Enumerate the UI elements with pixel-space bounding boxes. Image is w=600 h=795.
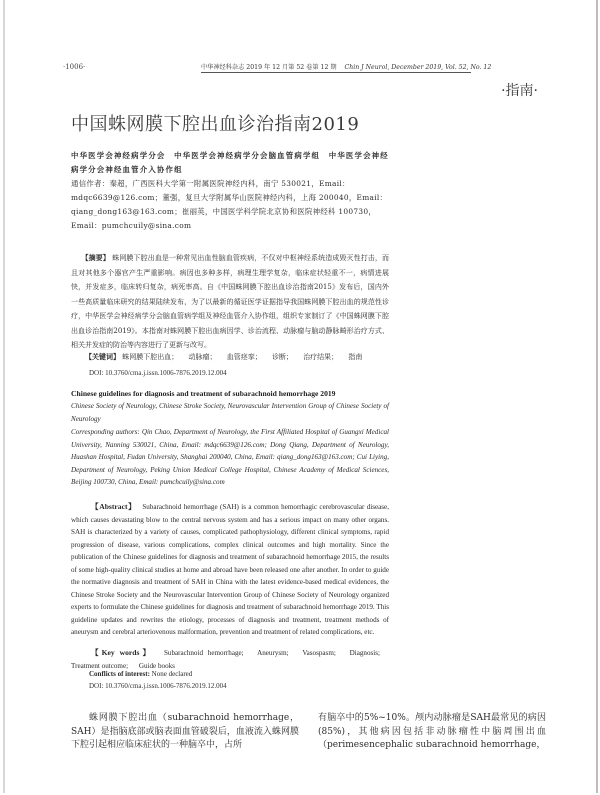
english-title: Chinese guidelines for diagnosis and treatment of subarachnoid hemorrhage 2019 xyxy=(71,389,336,398)
english-corresponding-authors: Corresponding authors: Qin Chao, Department of Neurology, the First Affiliated Hospital of Guangxi Medical University, Nanning 530021, China, Email: mdqc6639@126.com; Dong Qiang, Department of Neurology, Huashan Hospital, Fudan University, Shanghai 200040, China, Email: qiang_dong163@163.com; Cui Liying, Department of Neurology, Peking Union Medical College Hospital, Chinese Academy of Medical Sciences, Beijing 100730, China, Email: pumchcuily@sina.com xyxy=(71,428,389,486)
keyword: Subarachnoid hemorrhage; xyxy=(163,649,244,657)
abstract-cn xyxy=(71,251,389,353)
abstract-label-en: 【Abstract】 xyxy=(91,502,137,511)
conflicts-label: Conflicts of interest: xyxy=(89,670,150,678)
doi-en: DOI: 10.3760/cma.j.issn.1006-7876.2019.12.004 xyxy=(89,682,227,690)
keywords-label-cn: 【关键词】 xyxy=(85,352,120,361)
english-authors: Chinese Society of Neurology, Chinese Stroke Society, Neurovascular Intervention Group of Chinese Society of Neurology xyxy=(71,402,389,423)
authors-cn: 中华医学会神经病学分会 中华医学会神经病学分会脑血管病学组 中华医学会神经病学分会神经血管介入协作组 xyxy=(71,151,389,174)
section-label: ·指南· xyxy=(501,83,538,99)
keyword: 指南 xyxy=(348,353,363,361)
running-header xyxy=(201,62,492,73)
doi-cn: DOI: 10.3760/cma.j.issn.1006-7876.2019.12.004 xyxy=(89,369,227,377)
journal-name-en: Chin J Neurol, December 2019, Vol. 52, No. 12 xyxy=(344,64,492,71)
keyword: Aneurysm; xyxy=(257,649,289,657)
corresponding-authors-cn: 通信作者：秦超，广西医科大学第一附属医院神经内科，南宁 530021，Email：mdqc6639@126.com；董强，复旦大学附属华山医院神经内科，上海 200040，Email：qiang_dong163@163.com；崔丽英，中国医学科学院北京协和医院神经科 100730，Email：pumchcuily@sina.com xyxy=(71,179,388,230)
article-title: 中国蛛网膜下腔出血诊治指南2019 xyxy=(71,114,360,135)
english-keywords xyxy=(71,647,389,672)
journal-page xyxy=(3,0,598,793)
keyword: Vasospasm; xyxy=(302,649,336,657)
body-column-right: 有脑卒中的5%~10%。颅内动脉瘤是SAH最常见的病因(85%)，其他病因包括非动脉瘤性中脑周围出血（perimesencephalic subarachnoid hemorrhage， xyxy=(318,713,546,750)
keyword: Treatment outcome; xyxy=(71,661,129,670)
abstract-label-cn: 【摘要】 xyxy=(81,253,110,262)
abstract-text-cn: 蛛网膜下腔出血是一种常见出血性脑血管疾病，不仅对中枢神经系统造成毁灭性打击，而且对其他多个器官产生严重影响。病因也多种多样，病理生理学复杂，临床症状轻重不一，病情进展快，并发症多，临床转归复杂，病死率高。自《中国蛛网膜下腔出血诊治指南2015》发布后，国内外一些高质量临床研究的结果陆续发布，为了以最新的循证医学证据指导我国蛛网膜下腔出血的规范性诊疗，中华医学会神经病学分会脑血管病学组及神经血管介入协作组，组织专家制订了《中国蛛网膜下腔出血诊治指南2019》。本指南对蛛网膜下腔出血病因学、诊治流程、动脉瘤与脑动静脉畸形治疗方式、相关并发症的防治等内容进行了更新与改写。 xyxy=(71,254,390,349)
journal-name-cn: 中华神经科杂志 2019 年 12 月第 52 卷第 12 期 xyxy=(201,64,337,71)
page-number: ·1006· xyxy=(63,63,86,71)
keyword: 蛛网膜下腔出血； xyxy=(122,353,179,361)
conflicts-value: None declared xyxy=(151,670,193,678)
body-column-left: 蛛网膜下腔出血（subarachnoid hemorrhage，SAH）是指脑底部或脑表面血管破裂后，血液流入蛛网膜下腔引起相应临床症状的一种脑卒中，占所 xyxy=(71,713,299,750)
keyword: 诊断； xyxy=(271,353,293,361)
keywords-cn xyxy=(85,350,403,364)
english-abstract xyxy=(71,501,389,639)
keyword: Guide books xyxy=(138,661,175,670)
keyword: Diagnosis; xyxy=(349,649,380,657)
abstract-text-en: Subarachnoid hemorrhage (SAH) is a common hemorrhagic cerebrovascular disease, which causes devastating blow to the central nervous system and has a serious impact on many other organs. SAH is characterized by a variety of causes, complicated pathophysiology, different clinical symptoms, rapid progression of disease, various complications, complex clinical outcomes and high mortality. Since the publication of the Chinese guidelines for diagnosis and treatment of subarachnoid hemorrhage 2015, the results of some high-quality clinical studies at home and abroad have been released one after another. In order to guide the normative diagnosis and treatment of SAH in China with the latest evidence-based medical evidences, the Chinese Stroke Society and the Neurovascular Intervention Group of Chinese Society of Neurology organized experts to formulate the Chinese guidelines for diagnosis and treatment of subarachnoid hemorrhage 2019. This guideline updates and rewrites the etiology, processes of diagnosis and treatment, treatment methods of aneurysm and cerebral arteriovenous malformation, prevention and treatment of related complications, etc. xyxy=(71,503,389,636)
conflicts-of-interest xyxy=(89,670,192,678)
keyword: 治疗结果； xyxy=(303,353,339,361)
keywords-label-en: 【Key words】 xyxy=(91,648,154,657)
keyword: 血管痉挛； xyxy=(226,353,262,361)
keyword: 动脉瘤； xyxy=(188,353,217,361)
